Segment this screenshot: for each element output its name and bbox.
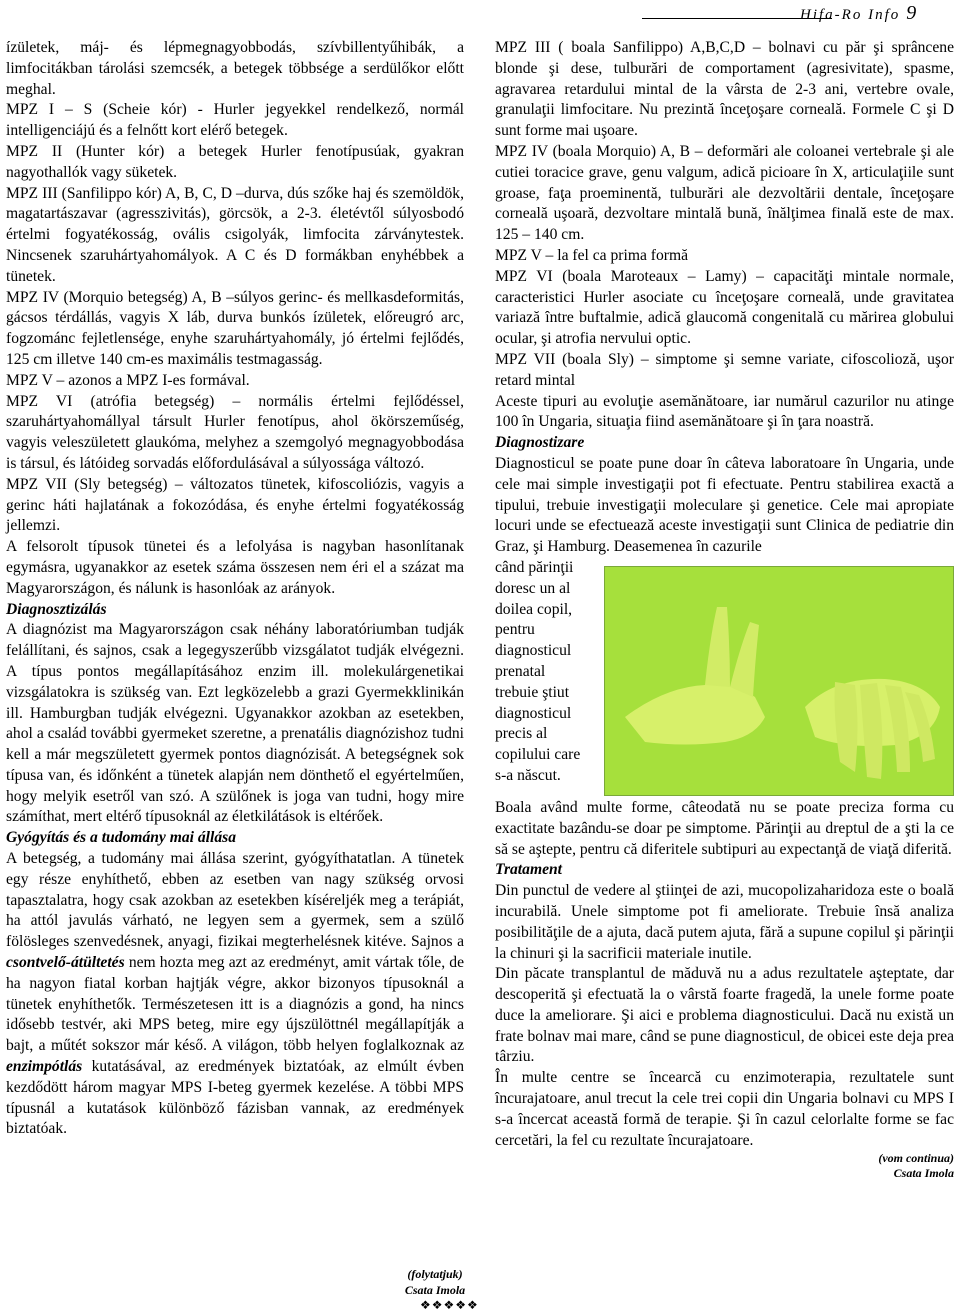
right-column: [495, 38, 954, 1181]
paragraph: MPZ VI (atrófia betegség) – normális értelmi fejlődéssel, szaruhártyahomállyal társult Hurler fenotípus, ahol ökörszeműség, vagyis veleszületett glaukóma, melyhez a szemgolyó megnagyobbodása is társul, és látóideg sorvadás előfordulásával a súlyossága változó.: [6, 392, 464, 472]
float-line: când părinţii: [495, 558, 574, 576]
section-heading: Diagnosztizálás: [6, 600, 107, 618]
paragraph: MPZ V – azonos a MPZ I-es formával.: [6, 371, 250, 389]
paragraph: Aceste tipuri au evoluţie asemănătoare, iar numărul cazurilor nu atinge 100 în Ungaria, situaţia fiind asemănătoare şi în ţara noastră.: [495, 392, 954, 431]
byline-right: [495, 1151, 954, 1181]
float-line: diagnosticul: [495, 642, 572, 660]
paragraph: MPZ V – la fel ca prima formă: [495, 246, 688, 264]
paragraph: A betegség, a tudomány mai állása szerint, gyógyíthatatlan. A tünetek egy része enyhíthető, ebben az esetben van nagy szükség orvosi tapasztalatra, hogy csak azokban az esetekben kíséreljék meg a terápiát, ha attól javulás várható, ne legyen sem a gyermek, sem a szülő fölösleges szenvedésnek, anyagi, fizikai megterhelésnek kitéve. Sajnos a csontvelő-átültetés nem hozta meg azt az eredményt, amit vártak tőle, de ha nagyon fiatal korban hajtják végre, akkor bizonyos típusoknál a tünetek enyhíthetők. Természetesen itt is a diagnózis a gond, ha nincs idősebb testvér, aki MPS beteg, mire egy újszülöttnél megállapítják a bajt, a műtét sokszor már késő. A világon, több helyen foglalkoznak az enzimpótlás kutatásával, az eredmények biztatóak, az elmúlt évben kezdődött három magyar MPS I-beteg gyermek kezelése. A többi MPS típusnál a kutatások különböző fázisban vannak, az eredmények biztatóak.: [6, 850, 464, 1138]
paragraph: În multe centre se încearcă cu enzimoterapia, rezultatele sunt încurajatoare, anul trecut la cele trei copii din Ungaria bolnavi cu MPS I s-a încercat această formă de terapie. Şi în cazul celorlalte forme se fac cercetări, la fel cu rezultate încurajatoare.: [495, 1069, 954, 1149]
paragraph: A felsorolt típusok tünetei és a lefolyása is nagyban hasonlítanak egymásra, ugyanakkor az esetek száma összesen nem éri el a százat ma Magyarországon, és nálunk is hasonlóak az arányok.: [6, 538, 464, 597]
paragraph: MPZ VII (Sly betegség) – változatos tünetek, kifoscoliózis, vagyis a gerinc háti hajlatának a fokozódása, és enyhe értelmi fogyatékosság jellemzi.: [6, 475, 464, 535]
paragraph: Din păcate transplantul de măduvă nu a adus rezultatele aşteptate, dar descoperită şi efectuată la o vârstă foarte fragedă, la unele forme poate duce la ameliorare. Şi aici e problema diagnosticului. Dacă nu există un frate bolnav mai mare, când se pune diagnosticul, de obicei este deja prea târziu.: [495, 965, 954, 1066]
paragraph: MPZ VII (boala Sly) – simptome şi semne variate, cifoscolioză, uşor retard mintal: [495, 350, 954, 389]
left-column: [6, 38, 464, 1140]
paragraph: MPZ VI (boala Maroteaux – Lamy) – capacităţi mintale normale, caracteristici Hurler asociate cu înceţoşare corneală, unde gravitatea variază între buftalmie, adică glaucomă congenitală cu mărirea globului ocular, şi atrofia nervului optic.: [495, 267, 954, 348]
float-line: prenatal: [495, 662, 546, 680]
paragraph: Din punctul de vedere al ştiinţei de azi, mucopolizaharidoza este o boală incurabilă. Unele simptome pot fi ameliorate. Trebuie însă analiza posibilităţile de a ajuta, dacă putem ajuta, fără a supune copilul şi părinţii la chinuri şi la sacrificii materiale inutile.: [495, 882, 954, 962]
paragraph: MPZ III ( boala Sanfilippo) A,B,C,D – bolnavi cu păr şi sprâncene blonde şi dese, tulburări de comportament (agresivitate), spasme, agravarea retardului mintal de la vârsta de 2-3 ani, vertebre ovale, granulaţii limfocitare. Nu prezintă înceţoşare corneală. Formele C şi D sunt forme mai uşoare.: [495, 39, 954, 140]
continued-note: (folytatjuk): [407, 1267, 463, 1281]
hands-photo-graphic: [605, 567, 953, 795]
float-line: s-a născut.: [495, 766, 561, 784]
section-heading: Gyógyítás és a tudomány mai állása: [6, 829, 237, 847]
ornament: ❖❖❖❖❖: [420, 1298, 479, 1312]
float-line: diagnosticul: [495, 704, 572, 722]
float-line: doresc un al: [495, 579, 571, 597]
byline-left: [395, 1266, 475, 1298]
section-heading: Diagnostizare: [495, 434, 585, 452]
float-line: precis al: [495, 725, 548, 743]
author-name: Csata Imola: [893, 1166, 954, 1181]
paragraph: A diagnózist ma Magyarországon csak néhány laboratóriumban tudják felállítani, és sajnos, csak a legegyszerűbb vizsgálatot tudják elvégezni. A típus pontos megállapításához enzim ill. molekulárgenetikai vizsgálatokra is szükség van. Ezt legközelebb a grazi Gyermekklinikán ill. Hamburgban tudják elvégezni. Ugyanakkor azokban az esetekben, ahol a család további gyermeket szeretne, a prenatális diagnózishoz tudni kell a már megszületett gyermek pontos diagnózisát. A betegségnek sok típusa van, és időnként a tünetek alapján nem dönthető el egyértelműen, hogy melyik esetről van szó. A szülőnek is joga van tudni, hogy mire számíthat, mert eltérő típusoknál az életkilátások is eltérőek.: [6, 621, 464, 826]
float-line: trebuie ştiut: [495, 683, 570, 701]
continued-note: (vom continua): [878, 1151, 954, 1166]
paragraph: ízületek, máj- és lépmegnagyobbodás, szívbillentyűhibák, a limfocitákban tárolási szemcsék, a betegek többsége a serdülőkor előtt meghal.: [6, 39, 464, 98]
paragraph: MPZ IV (boala Morquio) A, B – deformări ale coloanei vertebrale şi ale cutiei toracice grave, genu valgum, adică picioare în X, articulaţiile sunt groase, faţa proeminentă, tulburări ale dezvoltării dentale, înceţoşare corneală uşoară, dezvoltare mintală bună, înălţimea finală este de max. 125 – 140 cm.: [495, 142, 954, 244]
paragraph: MPZ IV (Morquio betegség) A, B –súlyos gerinc- és mellkasdeformitás, gácsos térdállás, vagyis X láb, durva bunkós ízületek, előreugró arc, fogzománc fejletlensége, enyhe szaruhártyahomály, jó értelmi fejlődés, 125 cm illetve 140 cm-es maximális testmagasság.: [6, 288, 464, 368]
hands-photo: [604, 566, 954, 796]
header-title: Hifa-Ro Info 9: [800, 2, 917, 24]
author-name: Csata Imola: [404, 1283, 466, 1297]
paragraph: MPZ III (Sanfilippo kór) A, B, C, D –durva, dús szőke haj és szemöldök, magatartászavar (agresszivitás), görcsök, a 2-3. életévtől súlyosbodó értelmi fogyatékosság, ovális csigolyák, limfocita zárványtestek. Nincsenek szaruhártyahomályok. A C és D formákban enyhébbek a tünetek.: [6, 184, 464, 285]
float-line: doilea copil,: [495, 600, 573, 618]
paragraph: Diagnosticul se poate pune doar în câteva laboratoare în Ungaria, unde cele mai simple investigaţii pot fi efectuate. Pentru stabilirea exactă a tipului, trebuie investigaţii moleculare şi genetice. Cele mai apropiate locuri unde se efectuează aceste investigaţii sunt Clinica de pediatrie din Graz, şi Hamburg. Deasemenea în cazurile: [495, 454, 954, 556]
page-number: 9: [906, 2, 917, 24]
section-heading: Tratament: [495, 861, 562, 879]
paragraph: MPZ I – S (Scheie kór) - Hurler jegyekkel rendelkező, normál intelligenciájú és a felnőtt kort elérő betegek.: [6, 101, 464, 140]
float-line: pentru: [495, 621, 535, 639]
paragraph: Boala având multe forme, câteodată nu se poate preciza forma cu exactitate bazându-se doar pe simptome. Părinţii au dreptul de a şti la ce să se aştepte, pentru că diferitele subtipuri au expectanţă de viaţă diferită.: [495, 798, 954, 858]
paragraph: MPZ II (Hunter kór) a betegek Hurler fenotípusúak, gyakran nagyothallók vagy süketek.: [6, 142, 464, 181]
float-line: copilului care: [495, 746, 581, 764]
page-header: [0, 0, 960, 28]
figure-block: [495, 558, 954, 798]
